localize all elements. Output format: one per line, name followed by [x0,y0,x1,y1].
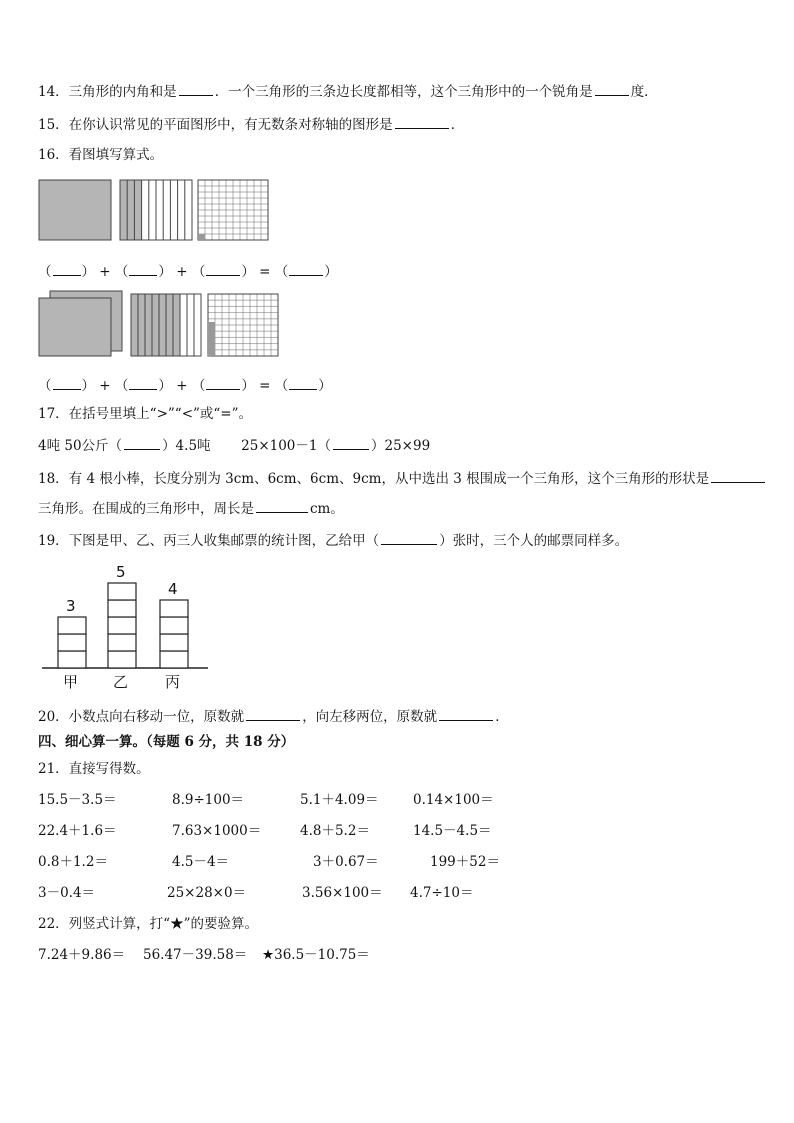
calc-item: 0.8＋1.2＝ [38,854,108,870]
answer-blank[interactable] [206,262,240,276]
answer-blank[interactable] [289,262,323,276]
fraction-figure-2 [38,288,288,360]
question-18-cont: 三角形。在围成的三角形中，周长是 cm。 [38,501,344,517]
answer-blank[interactable] [53,376,81,390]
answer-blank[interactable] [246,707,300,721]
answer-blank[interactable] [289,376,317,390]
equation-row-2: （ ） + （ ） + （ ） = （ ） [38,378,332,394]
stamp-block [58,617,86,634]
calc-item: 4.8＋5.2＝ [300,823,370,839]
calc-item: 15.5－3.5＝ [38,792,117,808]
vertical-calc-item: 7.24＋9.86＝ [38,947,126,963]
calc-item: 4.5－4＝ [172,854,230,870]
answer-blank[interactable] [124,436,160,450]
question-18: 18．有 4 根小棒，长度分别为 3cm、6cm、6cm、9cm，从中选出 3 根围成一个三角形，这个三角形的形状是 [38,469,767,488]
stamp-block [160,617,188,634]
calc-item: 4.7÷10＝ [410,885,474,901]
answer-blank[interactable] [381,531,437,545]
data-label: 4 [168,580,178,598]
question-14: 14．三角形的内角和是 ．一个三角形的三条边长度都相等，这个三角形中的一个锐角是 度． [38,84,658,100]
calc-item: 3＋0.67＝ [313,854,379,870]
calc-item: 3.56×100＝ [302,885,383,901]
answer-blank[interactable] [439,707,493,721]
calc-item: 199＋52＝ [430,854,500,870]
chart-area [38,560,218,670]
answer-blank[interactable] [256,499,308,513]
stamp-block [108,583,136,600]
calc-item: 5.1＋4.09＝ [300,792,379,808]
stamp-block [160,651,188,668]
answer-blank[interactable] [129,376,157,390]
question-21-title: 21．直接写得数。 [38,761,150,777]
stamp-block [108,634,136,651]
answer-blank[interactable] [179,82,213,96]
question-15: 15．在你认识常见的平面图形中，有无数条对称轴的图形是 ． [38,117,465,133]
stamp-chart [38,560,218,692]
calc-item: 7.63×1000＝ [172,823,262,839]
x-tick-label: 乙 [113,673,129,691]
answer-blank[interactable] [53,262,81,276]
answer-blank[interactable] [129,262,157,276]
vertical-calc-item: ★36.5－10.75＝ [262,947,370,963]
tenths-strip-2 [131,294,201,356]
stamp-block [108,617,136,634]
calc-item: 22.4＋1.6＝ [38,823,117,839]
answer-blank[interactable] [333,436,369,450]
bar-丙 [160,600,188,668]
question-19: 19．下图是甲、乙、丙三人收集邮票的统计图，乙给甲（ ）张时，三个人的邮票同样多。 [38,533,629,549]
hundredths-grid-2 [208,294,278,356]
question-16-title: 16．看图填写算式。 [38,147,164,163]
stamp-block [108,600,136,617]
hundredths-grid-1 [198,180,268,240]
calc-item: 3－0.4＝ [38,885,96,901]
stamp-block [58,634,86,651]
vertical-calc-item: 56.47－39.58＝ [143,947,248,963]
calc-item: 14.5－4.5＝ [413,823,492,839]
data-label: 3 [66,597,76,615]
bar-甲 [58,617,86,668]
question-17-items: 4吨 50公斤（ ）4.5吨 25×100－1（ ）25×99 [38,438,431,454]
stamp-block [108,651,136,668]
answer-blank[interactable] [395,115,449,129]
stamp-block [160,634,188,651]
x-tick-label: 甲 [63,673,79,691]
stamp-block [160,600,188,617]
calc-item: 25×28×0＝ [167,885,247,901]
section-4-title: 四、细心算一算。（每题 6 分，共 18 分） [38,734,295,750]
data-label: 5 [116,563,126,581]
stamp-block [58,651,86,668]
equation-row-1: （ ） + （ ） + （ ） = （ ） [38,264,338,280]
x-tick-label: 丙 [165,673,181,691]
bar-乙 [108,583,136,668]
answer-blank[interactable] [206,376,240,390]
fraction-figure-1 [38,178,278,242]
calc-item: 0.14×100＝ [413,792,494,808]
question-17-title: 17．在括号里填上“>”“<”或“=”。 [38,406,253,422]
question-22-title: 22．列竖式计算，打“★”的要验算。 [38,916,258,932]
answer-blank[interactable] [595,82,629,96]
question-20: 20．小数点向右移动一位，原数就 ，向左移两位，原数就 ． [38,709,509,725]
calc-item: 8.9÷100＝ [172,792,245,808]
answer-blank[interactable] [711,469,765,483]
tenths-strip-1 [120,180,192,240]
